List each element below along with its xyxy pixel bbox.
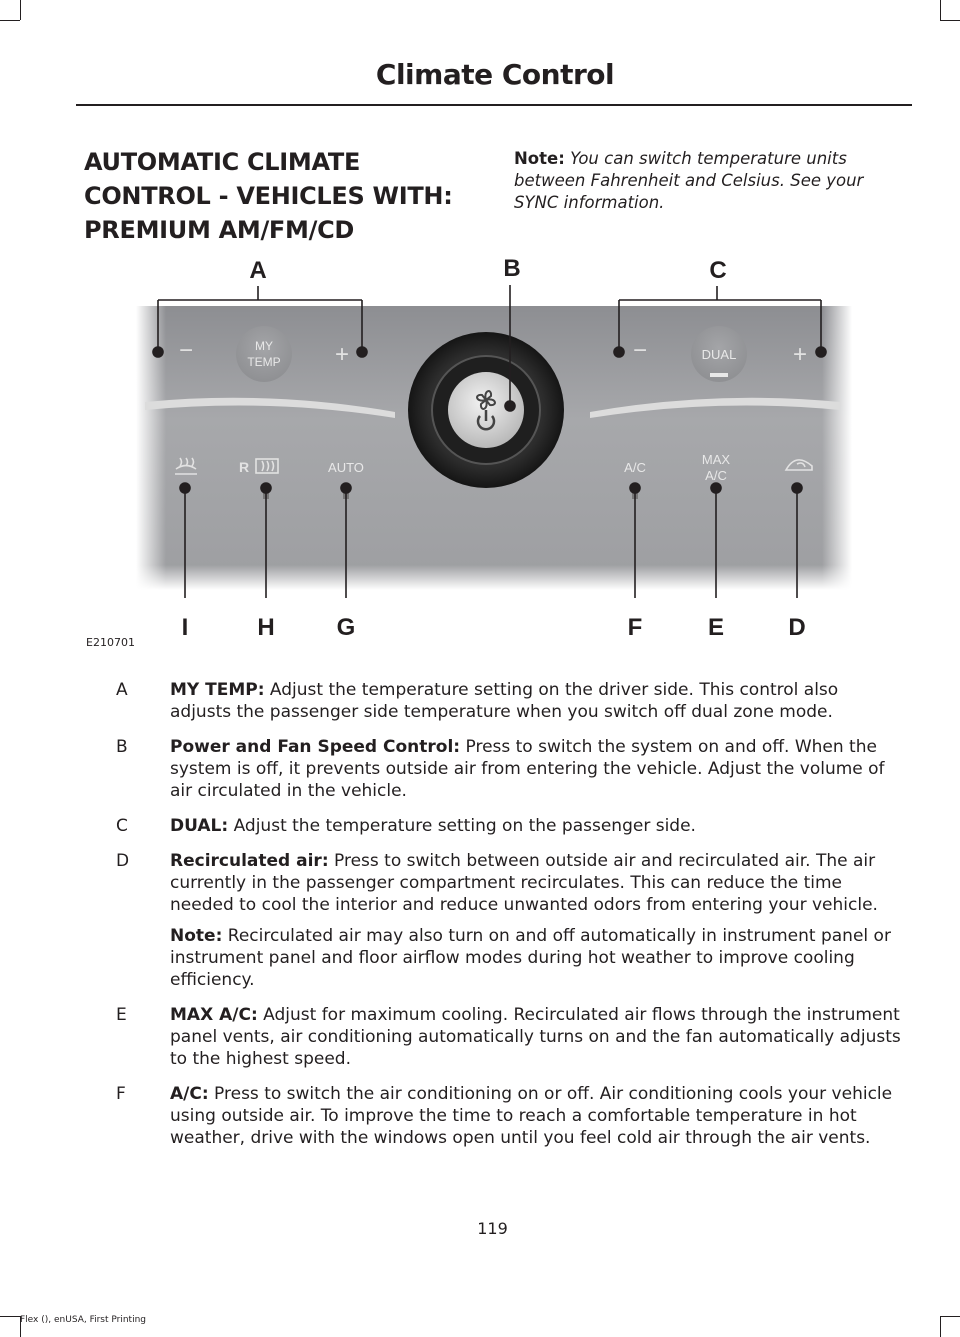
callout-label-g: G <box>336 614 356 641</box>
crop-mark <box>0 20 20 21</box>
units-note <box>514 148 904 214</box>
driver-plus-label: + <box>334 341 350 368</box>
list-item <box>84 733 904 802</box>
passenger-plus-label: + <box>792 341 808 368</box>
item-term: Recirculated air: <box>170 851 329 871</box>
item-letter: A <box>116 680 128 700</box>
item-term: MAX A/C: <box>170 1005 258 1025</box>
dual-indicator <box>710 373 728 377</box>
list-item <box>84 1001 904 1070</box>
ac-label: A/C <box>624 460 646 475</box>
item-text: Adjust the temperature setting on the driver side. This control also adjusts the passenger side temperature when you switch off dual zone mode. <box>170 680 839 722</box>
section-title-line: CONTROL - VEHICLES WITH: <box>84 182 453 210</box>
header-rule <box>76 104 912 106</box>
item-letter: F <box>116 1084 126 1104</box>
item-note <box>170 925 904 991</box>
section-title <box>84 145 484 247</box>
my-temp-button[interactable] <box>236 326 292 382</box>
callout-label-e: E <box>707 614 725 641</box>
dual-label: DUAL <box>701 347 737 362</box>
callout-label-d: D <box>788 614 806 641</box>
list-item <box>84 1080 904 1149</box>
item-body <box>170 812 904 837</box>
panel-fade <box>136 565 852 590</box>
max-ac-label-1: MAX <box>701 452 731 467</box>
item-term: Power and Fan Speed Control: <box>170 737 461 757</box>
list-item <box>84 812 904 837</box>
figure-id: E210701 <box>86 636 135 649</box>
crop-mark <box>20 0 21 20</box>
my-temp-label-1: MY <box>255 339 273 353</box>
climate-control-figure <box>0 240 960 660</box>
list-item <box>84 676 904 723</box>
crop-mark <box>940 20 960 21</box>
item-term: DUAL: <box>170 816 229 836</box>
callout-label-i: I <box>181 614 189 641</box>
max-ac-label-2: A/C <box>705 468 727 483</box>
driver-minus-label: − <box>178 337 194 364</box>
item-body <box>170 847 904 991</box>
item-text: Press to switch between outside air and recirculated air. The air currently in the passenger compartment recirculates. This can reduce the time needed to cool the interior and reduce unwanted odors from entering your vehicle. <box>170 851 878 915</box>
item-letter: B <box>116 737 128 757</box>
passenger-minus-label: − <box>632 337 648 364</box>
crop-mark <box>940 0 941 20</box>
item-letter: C <box>116 816 128 836</box>
item-body <box>170 733 904 802</box>
item-term: A/C: <box>170 1084 209 1104</box>
item-note-text: Recirculated air may also turn on and off automatically in instrument panel or instrument panel and floor airflow modes during hot weather to improve cooling efficiency. <box>170 926 891 990</box>
item-body <box>170 1001 904 1070</box>
item-body <box>170 676 904 723</box>
list-item <box>84 847 904 991</box>
legend-list <box>84 676 904 1159</box>
rear-defrost-r-label: R <box>238 459 250 475</box>
item-term: MY TEMP: <box>170 680 265 700</box>
note-label: Note: <box>514 149 565 168</box>
section-title-line: AUTOMATIC CLIMATE <box>84 148 361 176</box>
item-text: Press to switch the system on and off. When the system is off, it prevents outside air from entering the vehicle. Adjust the volume of air circulated in the vehicle. <box>170 737 885 801</box>
callout-label-a: A <box>249 257 267 284</box>
page-number: 119 <box>477 1219 508 1238</box>
panel-fade <box>822 306 852 590</box>
callout-label-b: B <box>503 255 521 282</box>
my-temp-label-2: TEMP <box>247 355 281 369</box>
item-text: Adjust the temperature setting on the passenger side. <box>228 816 696 836</box>
callout-label-c: C <box>709 257 727 284</box>
page-header-title: Climate Control <box>375 58 615 91</box>
item-letter: D <box>116 851 130 871</box>
callout-label-h: H <box>257 614 275 641</box>
item-text: Press to switch the air conditioning on or off. Air conditioning cools your vehicle using outside air. To improve the time to reach a comfortable temperature in hot weather, drive with the windows open until you feel cold air through the air vents. <box>170 1084 893 1148</box>
item-body <box>170 1080 904 1149</box>
footer-text: Flex (), enUSA, First Printing <box>20 1315 146 1325</box>
section-title-line: PREMIUM AM/FM/CD <box>84 216 355 244</box>
crop-mark <box>0 1316 20 1317</box>
auto-label: AUTO <box>328 460 364 475</box>
item-note-label: Note: <box>170 926 223 946</box>
crop-mark <box>940 1316 941 1337</box>
item-letter: E <box>116 1005 127 1025</box>
callout-label-f: F <box>627 614 643 641</box>
note-text: You can switch temperature units between Fahrenheit and Celsius. See your SYNC information. <box>514 149 864 212</box>
crop-mark <box>940 1316 960 1317</box>
item-text: Adjust for maximum cooling. Recirculated air flows through the instrument panel vents, air conditioning automatically turns on and the fan automatically adjusts to the highest speed. <box>170 1005 901 1069</box>
